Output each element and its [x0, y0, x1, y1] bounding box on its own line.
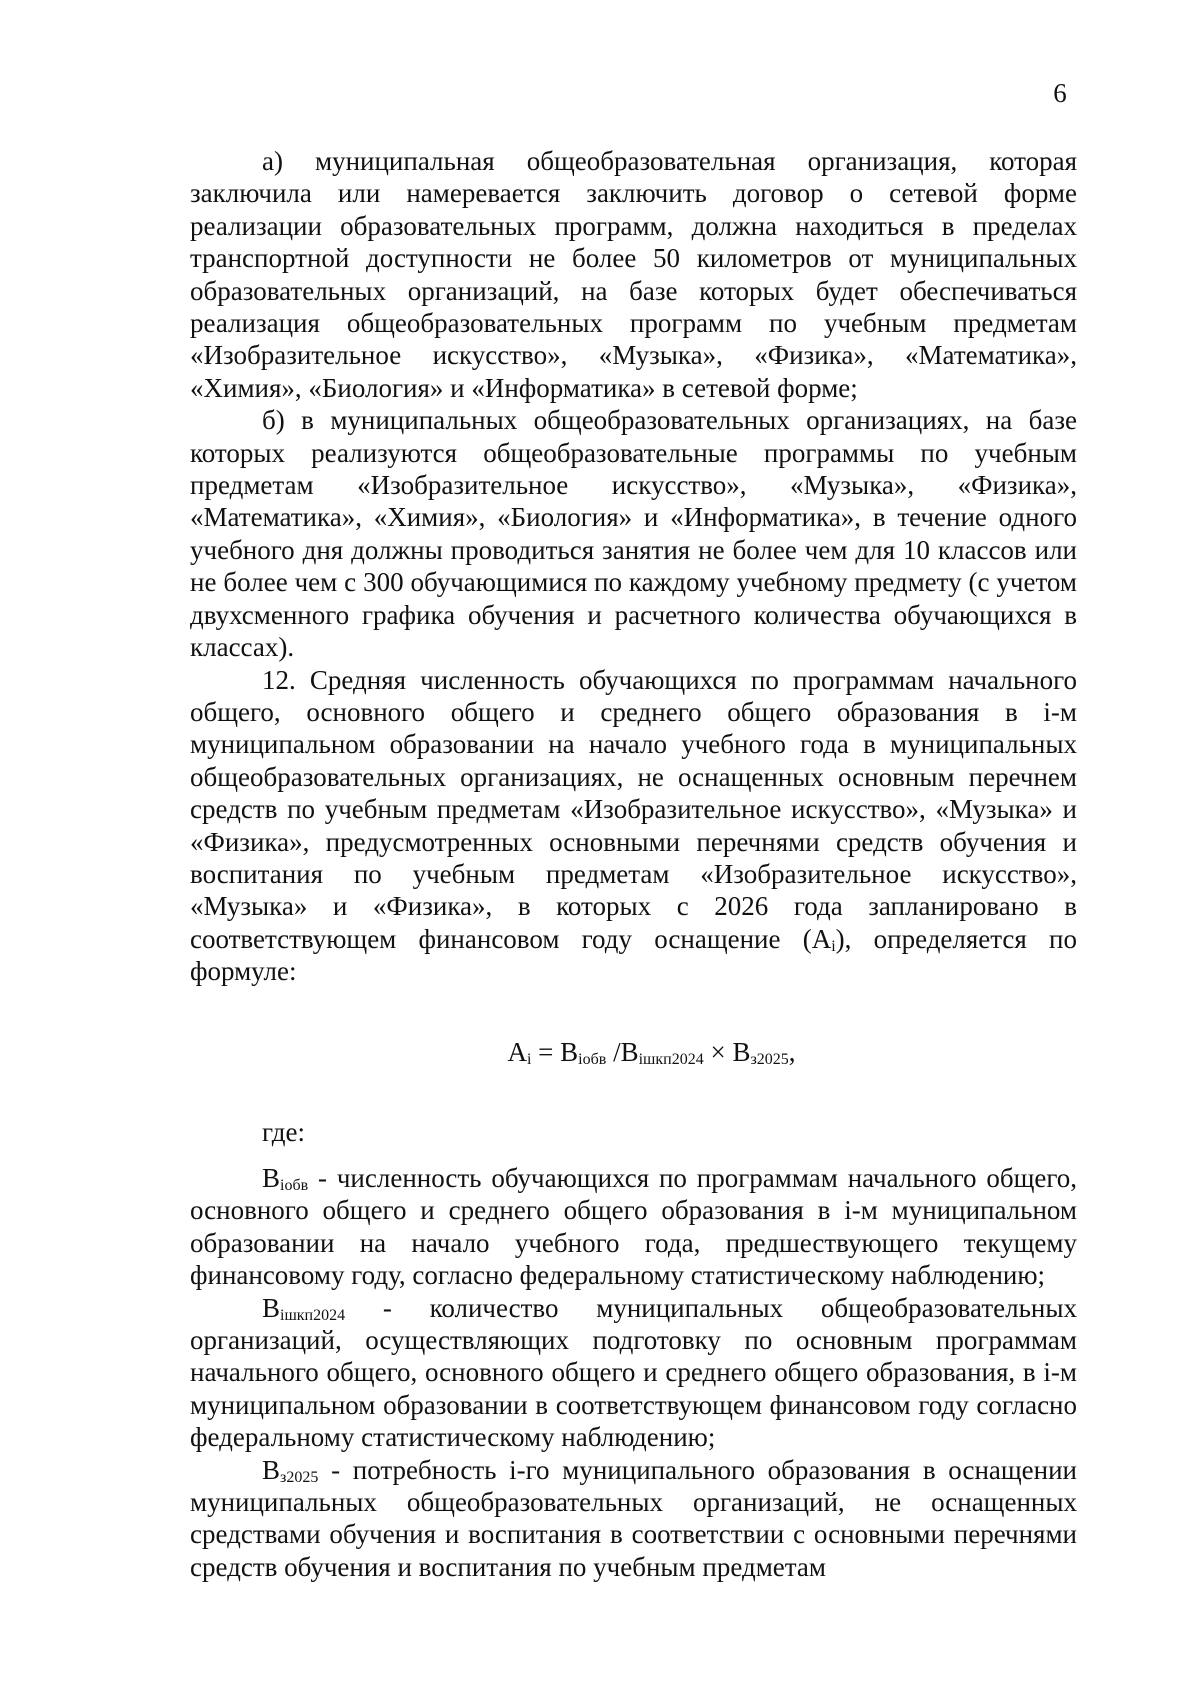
paragraph-subitem-a: а) муниципальная общеобразовательная организация, которая заключила или намеревается заключить договор о сетевой форме реализации образовательных программ, должна находиться в пределах транспортной доступности не более 50 километров от муниципальных образовательных организаций, на базе которых будет обеспечиваться реализация общеобразовательных программ по учебным предметам «Изобразительное искусство», «Музыка», «Физика», «Математика», «Химия», «Биология» и «Информатика» в сетевой форме; [190, 146, 1077, 403]
definition-symbol: $B_{iобв}$ [262, 1162, 309, 1194]
definition-b-iobv [190, 1162, 1077, 1292]
definition-symbol: $B_{iшкп2024}$ [262, 1292, 346, 1324]
paragraph-item-12-text: 12. Средняя численность обучающихся по программам начального общего, основного общего и среднего общего образования в i-м муниципальном образовании на начало учебного года в муниципальных общеобразовательных организациях, не оснащенных основным перечнем средств по учебным предметам «Изобразительное искусство», «Музыка» и «Физика», предусмотренных основными перечнями средств обучения и воспитания по учебным предметам «Изобразительное искусство», «Музыка» и «Физика», в которых с 2026 года запланировано в соответствующем финансовом году оснащение (A [190, 664, 1077, 954]
document-body [190, 145, 1077, 1583]
definition-b-z2025 [190, 1454, 1077, 1584]
where-label: где: [262, 1116, 305, 1147]
formula-lhs: $A_i$ [507, 1036, 532, 1068]
definition-text: - численность обучающихся по программам начального общего, основного общего и среднего общего образования в i-м муниципальном образовании на начало учебного года, предшествующего текущему финансовому году, согласно федеральному статистическому наблюдению; [190, 1162, 1077, 1291]
paragraph-subitem-b: б) в муниципальных общеобразовательных организациях, на базе которых реализуются общеобразовательные программы по учебным предметам «Изобразительное искусство», «Музыка», «Физика», «Математика», «Химия», «Биология» и «Информатика», в течение одного учебного дня должны проводиться занятия не более чем для 10 классов или не более чем с 300 обучающимися по каждому учебному предмету (с учетом двухсменного графика обучения и расчетного количества обучающихся в классах). [190, 405, 1077, 663]
definition-text: - количество муниципальных общеобразовательных организаций, осуществляющих подготовку по основным программам начального общего, основного общего и среднего общего образования, в i-м муниципальном образовании в соответствующем финансовом году согласно федеральному статистическому наблюдению; [190, 1292, 1077, 1453]
paragraph-item-12 [190, 664, 1077, 988]
formula [190, 988, 1077, 1116]
formula-multiply: × [703, 1036, 733, 1067]
formula-divide: / [606, 1036, 621, 1067]
paragraph-item-12-tail: ), определяется по формуле: [190, 923, 1077, 987]
page-number: 6 [1053, 78, 1067, 108]
formula-end: , [788, 1036, 796, 1067]
formula-term-1: $B_{iобв}$ [560, 1036, 607, 1068]
formula-equals: = [531, 1036, 561, 1067]
formula-term-3: $B_{з2025}$ [732, 1036, 789, 1068]
formula-term-2: $B_{iшкп2024}$ [620, 1036, 704, 1068]
definition-text: - потребность i-го муниципального образования в оснащении муниципальных общеобразовательных организаций, не оснащенных средствами обучения и воспитания в соответствии с основными перечнями средств обучения и воспитания по учебным предметам [190, 1454, 1077, 1582]
definition-b-ishkp2024 [190, 1292, 1077, 1454]
paragraph-item-12-subscript: i [831, 937, 836, 955]
definition-symbol: $B_{з2025}$ [262, 1454, 319, 1486]
